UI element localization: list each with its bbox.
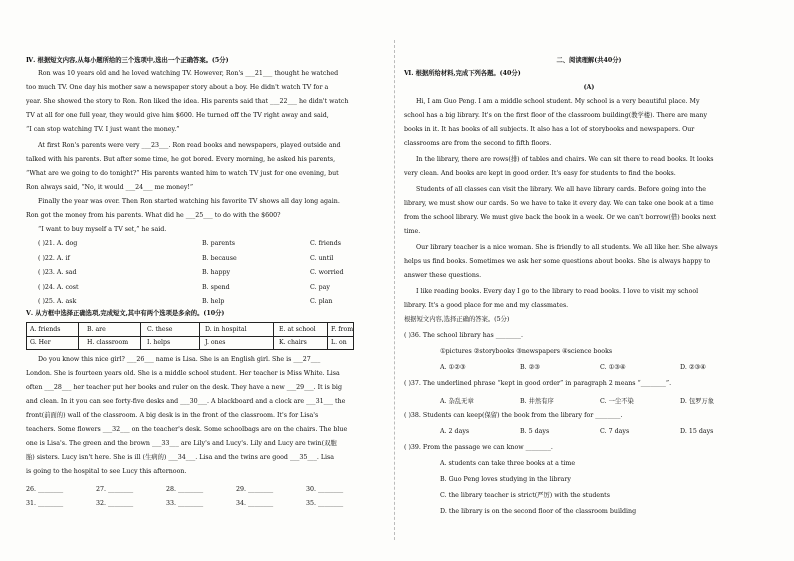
passage-line: teachers. Some flowers ___32___ on the teacher's desk. Some schoolbags are on the chairs. The blue bbox=[26, 426, 348, 433]
passage-line: Ron got the money from his parents. What did he ___25___ to do with the $600? bbox=[26, 212, 281, 219]
word-option: E. at school bbox=[279, 326, 316, 333]
passage-line: library. It's a good place for me and my classmates. bbox=[404, 302, 569, 309]
passage-line: I like reading books. Every day I go to the library to read books. I love to visit my school bbox=[416, 288, 699, 295]
word-option: H. classroom bbox=[87, 339, 129, 346]
passage-line: from the school library. We must give back the book in a week. Or we can't borrow(借) books next bbox=[404, 214, 717, 221]
part-title: 二、阅读理解(共40分) bbox=[556, 57, 622, 64]
passage-line: 胎) sisters. Lucy isn't here. She is ill (生病的) ___34___. Lisa and the twins are good ___35___. Lisa bbox=[26, 454, 335, 461]
question-39-option-a: A. students can take three books at a time bbox=[440, 460, 576, 467]
word-option: J. ones bbox=[205, 339, 226, 346]
answer-blank[interactable]: 31. ________ bbox=[26, 500, 64, 507]
passage-line: Our library teacher is a nice woman. She is friendly to all students. We all like her. She always bbox=[416, 244, 718, 251]
question-38: ( )38. Students can keep(保留) the book from the library for ________. bbox=[404, 412, 623, 419]
passage-line: At first Ron's parents were very ___23___. Ron read books and newspapers, played outside and bbox=[38, 142, 341, 149]
right-column: 二、阅读理解(共40分) Ⅵ. 根据所给材料,完成下列各题。(40分) (A) Hi, I am Guo Peng. I am a middle school student. My school is a very beautiful place. My school has a big library. It's on the first floor of the classroom building(教学楼). There are many books in it. It has books of all subjects. It also has a lot of storybooks and newspapers. Our classrooms are from the second to fifth floors. In the library, there are rows(排) of tables and chairs. We can sit there to read books. It looks very clean. And books are kept in good order. It's easy for students to find the books. Students of all classes can visit the library. We all have library cards. Before going into the library, we must show our cards. So we have to take it every day. We can take one book at a time from the school library. We must give back the book in a week. Or we can't borrow(借) books next time. Our library teacher is a nice woman. She is friendly to all students. We all like her. She always helps us find books. Sometimes we ask her some questions about books. She is always happy to answer these questions. I like reading books. Every day I go to the library to read books. I love to visit my school library. It's a good place for me and my classmates. 根据短文内容,选择正确的答案。(5分) ( )36. The school library has ________. ①pictures ②storybooks ③newspapers ④science books A. ①②③ B. ②③ C. ①③④ D. ②③④ ( )37. The underlined phrase “kept in good order” in paragraph 2 means “________”. A. 杂乱无章 B. 井然有序 C. 一尘不染 D. 包罗万象 ( )38. Students can keep(保留) the book from the library for ________. A. 2 days B. 5 days C. 7 days D. 15 days ( )39. From the passage we can know ________. A. students can take three books at a time B. Guo Peng loves studying in the library C. the library teacher is strict(严厉) with the students D. the library is on the second floor of the classroom building bbox=[404, 0, 774, 561]
answer-blank[interactable]: 33. ________ bbox=[166, 500, 204, 507]
word-option: F. from bbox=[331, 326, 354, 333]
passage-line: year. She showed the story to Ron. Ron liked the idea. His parents said that ___22___ he didn't watch bbox=[26, 98, 349, 105]
answer-blank[interactable]: 29. ________ bbox=[236, 486, 274, 493]
question-39-option-b: B. Guo Peng loves studying in the library bbox=[440, 476, 571, 483]
word-option: K. chairs bbox=[279, 339, 307, 346]
word-option: B. are bbox=[87, 326, 106, 333]
passage-line: In the library, there are rows(排) of tables and chairs. We can sit there to read books. It looks bbox=[416, 156, 714, 163]
word-option: I. helps bbox=[147, 339, 171, 346]
passage-line: Do you know this nice girl? ___26___ name is Lisa. She is an English girl. She is ___27___ bbox=[38, 356, 321, 363]
answer-blank[interactable]: 30. ________ bbox=[306, 486, 344, 493]
passage-line: is going to the hospital to see Lucy this afternoon. bbox=[26, 468, 187, 475]
answer-blank[interactable]: 35. ________ bbox=[306, 500, 344, 507]
question-39-option-c: C. the library teacher is strict(严厉) with the students bbox=[440, 492, 610, 499]
word-option: L. on bbox=[331, 339, 347, 346]
passage-line: library, we must show our cards. So we have to take it every day. We can take one book at a time bbox=[404, 200, 714, 207]
passage-line: “I want to buy myself a TV set,” he said. bbox=[38, 226, 167, 233]
question-37: ( )37. The underlined phrase “kept in good order” in paragraph 2 means “________”. bbox=[404, 380, 672, 387]
answer-blank[interactable]: 28. ________ bbox=[166, 486, 204, 493]
passage-line: helps us find books. Sometimes we ask her some questions about books. She is always happy to bbox=[404, 258, 711, 265]
passage-line: Students of all classes can visit the library. We all have library cards. Before going into the bbox=[416, 186, 707, 193]
question-36: ( )36. The school library has ________. bbox=[404, 332, 523, 339]
word-option: D. in hospital bbox=[205, 326, 247, 333]
column-divider bbox=[394, 40, 395, 540]
question-39-option-d: D. the library is on the second floor of the classroom building bbox=[440, 508, 637, 515]
passage-line: and clean. In it you can see forty-five desks and ___30___. A blackboard and a clock are ___31___ the bbox=[26, 398, 346, 405]
passage-line: talked with his parents. But after some time, he got bored. Every morning, he asked his parents, bbox=[26, 156, 336, 163]
passage-line: very clean. And books are kept in good order. It's easy for students to find the books. bbox=[404, 170, 676, 177]
word-option: A. friends bbox=[30, 326, 61, 333]
passage-line: Ron was 10 years old and he loved watching TV. However, Ron's ___21___ thought he watched bbox=[38, 70, 339, 77]
section-4-title: Ⅳ. 根据短文内容,从每小题所给的三个选项中,选出一个正确答案。(5分) bbox=[26, 57, 229, 64]
word-option: G. Her bbox=[30, 339, 51, 346]
passage-line: one is Lisa's. The green and the brown ___33___ are Lily's and Lucy's. Lily and Lucy are twin(双胞 bbox=[26, 440, 337, 447]
left-column: Ⅳ. 根据短文内容,从每小题所给的三个选项中,选出一个正确答案。(5分) Ron was 10 years old and he loved watching TV. However, Ron's ___21___ thought he watched too much TV. One day his mother saw a newspaper story about a boy. He didn't watch TV for a year. She showed the story to Ron. Ron liked the idea. His parents said that ___22___ he didn't watch TV at all for one full year, they would give him $600. He turned off the TV right away and said, “I can stop watching TV. I just want the money.” At first Ron's parents were very ___23___. Ron read books and newspapers, played outside and talked with his parents. But after some time, he got bored. Every morning, he asked his parents, “What are we going to do tonight?” His parents wanted him to watch TV just for one evening, but Ron always said, “No, it would ___24___ me money!” Finally the year was over. Then Ron started watching his favorite TV shows all day long again. Ron got the money from his parents. What did he ___25___ to do with the $600? “I want to buy myself a TV set,” he said. ( )21. A. dog B. parents C. friends ( )22. A. if B. because C. until ( )23. A. sad B. happy C. worried ( )24. A. cost B. spend C. pay ( )25. A. ask B. help C. plan Ⅴ. 从方框中选择正确选项,完成短文,其中有两个选项是多余的。(10分) A. friends B. are C. these D. in hospital E. at school F. from G. Her H. classroom I. helps J. ones K. chairs L. on Do you know this nice girl? ___26___ name is Lisa. She is an English girl. She is ___27___ London. She is fourteen years old. She is a middle school student. Her teacher is Miss White. Lisa often ___28___ her teacher put her books and ruler on the desk. They have a new ___29___. It is big and clean. In it you can see forty-five desks and ___30___. A blackboard and a clock are ___31___ the front(前面的) wall of the classroom. A big desk is in the front of the classroom. It's for Lisa's teachers. Some flowers ___32___ on the teacher's desk. Some schoolbags are on the chairs. The blue one is Lisa's. The green and the brown ___33___ are Lily's and Lucy's. Lily and Lucy are twin(双胞 胎) sisters. Lucy isn't here. She is ill (生病的) ___34___. Lisa and the twins are good ___35___. Lisa is going to the hospital to see Lucy this afternoon. 26. ________ 27. ________ 28. ________ 29. ________ 30. ________ 31. ________ 32. ________ 33. ________ 34. ________ 35. ________ bbox=[26, 57, 354, 507]
passage-line: Finally the year was over. Then Ron started watching his favorite TV shows all day long again. bbox=[38, 198, 340, 205]
passage-line: too much TV. One day his mother saw a newspaper story about a boy. He didn't watch TV for a bbox=[26, 84, 329, 91]
passage-line: books in it. It has books of all subjects. It also has a lot of storybooks and newspapers. Our bbox=[404, 126, 695, 133]
answer-blank[interactable]: 26. ________ bbox=[26, 486, 64, 493]
subsection-a-title: (A) bbox=[583, 84, 595, 91]
answer-blank[interactable]: 32. ________ bbox=[96, 500, 134, 507]
passage-line: answer these questions. bbox=[404, 272, 482, 279]
passage-line: classrooms are from the second to fifth floors. bbox=[404, 140, 552, 147]
passage-line: London. She is fourteen years old. She is a middle school student. Her teacher is Miss White. Lisa bbox=[26, 370, 340, 377]
word-box-divider bbox=[27, 336, 353, 337]
passage-line: front(前面的) wall of the classroom. A big desk is in the front of the classroom. It's for Lisa's bbox=[26, 412, 319, 419]
word-option: C. these bbox=[147, 326, 173, 333]
passage-line: “I can stop watching TV. I just want the money.” bbox=[26, 126, 180, 133]
instruction: 根据短文内容,选择正确的答案。(5分) bbox=[404, 316, 510, 323]
passage-line: TV at all for one full year, they would give him $600. He turned off the TV right away and said, bbox=[26, 112, 329, 119]
question-39: ( )39. From the passage we can know ________. bbox=[404, 444, 553, 451]
word-choice-box bbox=[26, 322, 354, 350]
question-36-items: ①pictures ②storybooks ③newspapers ④science books bbox=[440, 348, 613, 355]
passage-line: often ___28___ her teacher put her books and ruler on the desk. They have a new ___29___. It is big bbox=[26, 384, 342, 391]
passage-line: “What are we going to do tonight?” His parents wanted him to watch TV just for one evening, but bbox=[26, 170, 339, 177]
answer-blank[interactable]: 34. ________ bbox=[236, 500, 274, 507]
answer-blank[interactable]: 27. ________ bbox=[96, 486, 134, 493]
passage-line: time. bbox=[404, 228, 421, 235]
passage-line: Ron always said, “No, it would ___24___ me money!” bbox=[26, 184, 194, 191]
section-6-title: Ⅵ. 根据所给材料,完成下列各题。(40分) bbox=[404, 70, 521, 77]
passage-line: Hi, I am Guo Peng. I am a middle school student. My school is a very beautiful place. My bbox=[416, 98, 700, 105]
passage-line: school has a big library. It's on the first floor of the classroom building(教学楼). There are many bbox=[404, 112, 708, 119]
section-5-title: Ⅴ. 从方框中选择正确选项,完成短文,其中有两个选项是多余的。(10分) bbox=[26, 310, 225, 317]
